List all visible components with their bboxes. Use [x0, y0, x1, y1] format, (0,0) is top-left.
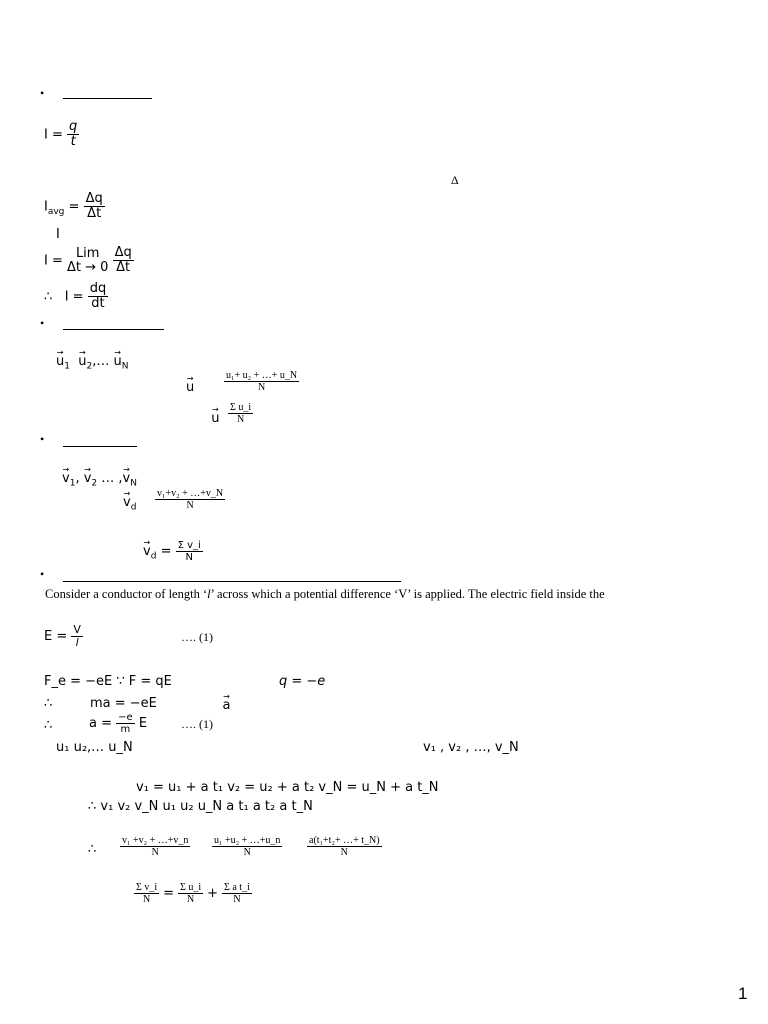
paragraph-text: Consider a conductor of length ‘l’ across which a potential difference ‘V’ is applied. The electric field inside the: [45, 587, 605, 601]
eq-acceleration: a = $\frac{-e}{m}$ E: [89, 712, 148, 735]
eq-avg-current: $I_{avg}$ = $\frac{\Delta q}{\Delta t}$: [44, 191, 103, 222]
avg-u-symbol: → u: [186, 380, 194, 395]
bullet: •: [40, 86, 45, 100]
final-velocities: v₁ , v₂ , …, v_N: [423, 740, 519, 755]
bullet: •: [40, 316, 45, 330]
sum-fraction-at: $\frac{\text{a(t₁+t₂+ …+ t\_N)}}{N}$: [309, 835, 380, 858]
bullet: •: [40, 567, 45, 581]
eq-charge: q = −e: [279, 674, 326, 689]
eq-ref: …. (1): [181, 630, 213, 644]
accel-symbol: → a: [223, 698, 231, 713]
velocity-list-u: → $u_1$ → $u_2,\dots \to u_N$: [56, 354, 128, 372]
initial-velocities: u₁ u₂,… u_N: [56, 740, 133, 755]
sum-fraction-u: $\frac{\text{u₁ +u₂ + …+u\_n}}{N}$: [214, 835, 281, 858]
final-sum-equation: $\frac{\text{Σ v\_i}}{N}$ = $\frac{\text{Σ u\_i}}{N}$ + $\frac{\text{Σ a t\_i}}{N}$: [136, 882, 250, 905]
term-labels: ∴ v₁ v₂ v_N u₁ u₂ u_N a t₁ a t₂ a t_N: [88, 799, 313, 814]
eq-newton: ma = −eE: [90, 696, 157, 711]
avg-u-symbol-2: → u: [211, 411, 219, 426]
eq-field: E = $\frac{V}{l}$: [44, 623, 81, 650]
eq-current: I = $\frac{q}{t}$: [44, 119, 78, 150]
therefore-symbol: ∴: [44, 696, 53, 711]
heading-blank: [63, 446, 137, 447]
heading-blank: [63, 329, 164, 330]
kinematic-equations: v₁ = u₁ + a t₁ v₂ = u₂ + a t₂ v_N = u_N + a t_N: [136, 780, 439, 795]
eq-limit: I = Lim Δt → 0 $\frac{\Delta q}{\Delta t}$: [44, 245, 132, 276]
velocity-list-v: → $v_1$, → $v_2$ … ,→ $v_N$: [62, 471, 137, 489]
drift-velocity-sum: → $v_d$ = $\frac{\text{Σ v\_i}}{N}$: [143, 540, 203, 563]
therefore-symbol: ∴: [88, 842, 97, 857]
eq-derivative: ∴ I = $\frac{dq}{dt}$: [44, 281, 107, 312]
sum-fraction-v: $\frac{\text{v₁ +v₂ + …+v\_n}}{N}$: [122, 835, 189, 858]
symbol-I: I: [56, 227, 60, 242]
bullet: •: [40, 432, 45, 446]
heading-blank: [63, 581, 401, 582]
eq-force: F_e = −eE ∵ F = qE: [44, 674, 172, 689]
avg-u-sum-fraction: $\frac{\text{Σ u\_i}}{N}$: [230, 402, 252, 425]
drift-velocity-fraction: $\frac{\text{v₁+v₂ + …+v\_N}}{N}$: [157, 488, 224, 511]
heading-blank: [63, 98, 152, 99]
eq-ref: …. (1): [181, 717, 213, 731]
delta-symbol: Δ: [451, 173, 459, 187]
therefore-symbol: ∴: [44, 718, 53, 733]
drift-velocity-symbol: → $v_d$: [123, 495, 136, 513]
avg-u-fraction: $\frac{\text{u₁+ u₂ + …+ u\_N}}{N}$: [226, 370, 298, 393]
page-number: 1: [738, 984, 748, 1003]
